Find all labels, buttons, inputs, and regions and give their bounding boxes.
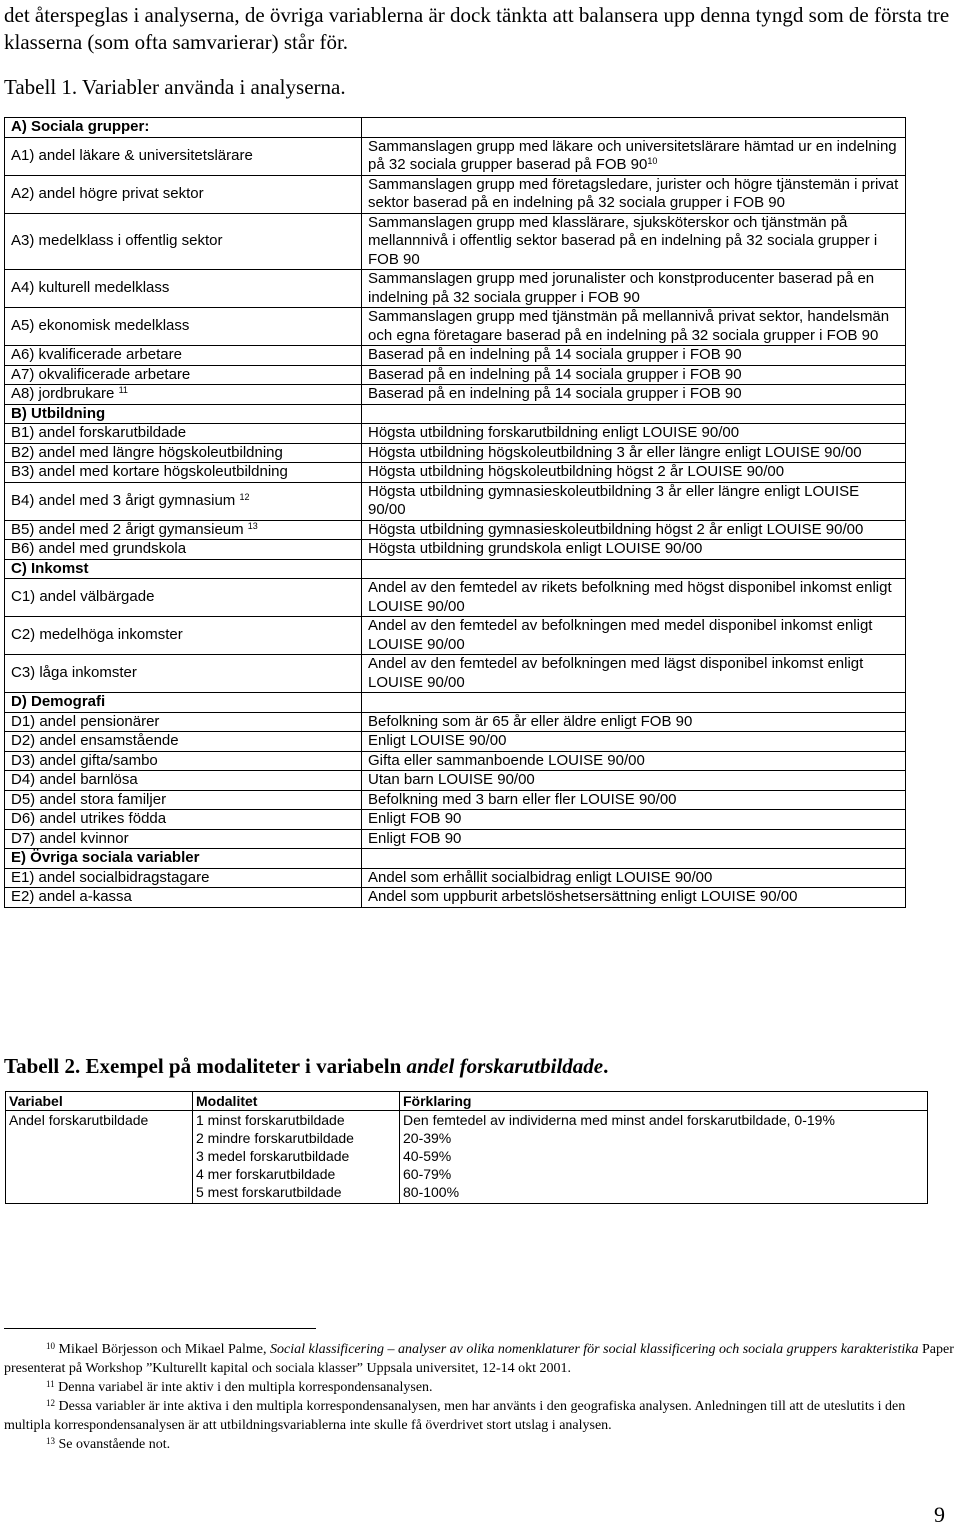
variable-cell xyxy=(6,1165,193,1183)
footnote-13: $^{13}$ Se ovanstående not. xyxy=(46,1436,171,1452)
footnote-11: $^{11}$ Denna variabel är inte aktiv i den multipla korrespondensanalysen. xyxy=(46,1379,433,1395)
variable-cell xyxy=(6,1183,193,1204)
table-row xyxy=(5,213,906,270)
variable-description: Utan barn LOUISE 90/00 xyxy=(362,771,906,791)
empty-cell xyxy=(362,849,906,869)
table-row xyxy=(5,617,906,655)
section-e-header-row xyxy=(5,849,906,869)
table-row xyxy=(5,810,906,830)
variable-description: Gifta eller sammanboende LOUISE 90/00 xyxy=(362,751,906,771)
variable-label: D3) andel gifta/sambo xyxy=(5,751,362,771)
variable-description: Baserad på en indelning på 14 sociala grupper i FOB 90 xyxy=(362,365,906,385)
section-b-header-row xyxy=(5,404,906,424)
variable-description: Befolkning med 3 barn eller fler LOUISE 90/00 xyxy=(362,790,906,810)
variable-description: Sammanslagen grupp med tjänstmän på mellannivå privat sektor, handelsmän och egna företagare baserad på en indelning på 32 sociala grupper i FOB 90 xyxy=(362,308,906,346)
table-row xyxy=(5,463,906,483)
variable-label: C3) låga inkomster xyxy=(5,655,362,693)
table-row xyxy=(5,137,906,175)
variable-label: D5) andel stora familjer xyxy=(5,790,362,810)
variable-label: C2) medelhöga inkomster xyxy=(5,617,362,655)
variable-label: E1) andel socialbidragstagare xyxy=(5,868,362,888)
table-row xyxy=(6,1165,928,1183)
variable-cell xyxy=(6,1129,193,1147)
variable-description: Andel av den femtedel av befolkningen med lägst disponibel inkomst enligt LOUISE 90/00 xyxy=(362,655,906,693)
variable-description: Högsta utbildning gymnasieskoleutbildning 3 år eller längre enligt LOUISE 90/00 xyxy=(362,482,906,520)
section-c-header: C) Inkomst xyxy=(5,559,362,579)
variable-label: D4) andel barnlösa xyxy=(5,771,362,791)
variable-label: B6) andel med grundskola xyxy=(5,540,362,560)
column-header: Förklaring xyxy=(400,1092,928,1111)
variable-description: Högsta utbildning forskarutbildning enligt LOUISE 90/00 xyxy=(362,424,906,444)
modality-cell: 1 minst forskarutbildade xyxy=(193,1111,400,1130)
variable-label: A3) medelklass i offentlig sektor xyxy=(5,213,362,270)
modality-cell: 3 medel forskarutbildade xyxy=(193,1147,400,1165)
empty-cell xyxy=(362,118,906,138)
variables-table xyxy=(4,117,906,908)
footnote-ref: 13 xyxy=(247,520,258,531)
variable-description: Sammanslagen grupp med läkare och universitetslärare hämtad ur en indelning på 32 sociala grupper baserad på FOB $90^{10}$ xyxy=(362,137,906,175)
section-c-header-row xyxy=(5,559,906,579)
variable-label: A7) okvalificerade arbetare xyxy=(5,365,362,385)
table-row xyxy=(5,751,906,771)
variable-description: Andel som erhållit socialbidrag enligt LOUISE 90/00 xyxy=(362,868,906,888)
variable-description: Enligt FOB 90 xyxy=(362,829,906,849)
variable-description: Högsta utbildning högskoleutbildning högst 2 år LOUISE 90/00 xyxy=(362,463,906,483)
table2-title: Tabell 2. Exempel på modaliteter i variabeln andel forskarutbildade. xyxy=(4,1054,609,1078)
table-row xyxy=(5,482,906,520)
explanation-cell: Den femtedel av individerna med minst andel forskarutbildade, 0-19% xyxy=(400,1111,928,1130)
variable-description: Andel av den femtedel av rikets befolkning med högst disponibel inkomst enligt LOUISE 90/00 xyxy=(362,579,906,617)
table-row xyxy=(5,175,906,213)
explanation-cell: 80-100% xyxy=(400,1183,928,1204)
table-row xyxy=(5,365,906,385)
empty-cell xyxy=(362,693,906,713)
variable-label: D6) andel utrikes födda xyxy=(5,810,362,830)
variable-label: B4) andel med 3 årigt gymnasium $^{12}$ xyxy=(5,482,362,520)
variable-description: Högsta utbildning grundskola enligt LOUISE 90/00 xyxy=(362,540,906,560)
table-row xyxy=(5,868,906,888)
variable-label: C1) andel välbärgade xyxy=(5,579,362,617)
variable-label: D1) andel pensionärer xyxy=(5,712,362,732)
variable-description: Enligt FOB 90 xyxy=(362,810,906,830)
variable-label: D2) andel ensamstående xyxy=(5,732,362,752)
table-row xyxy=(6,1147,928,1165)
variable-label: A2) andel högre privat sektor xyxy=(5,175,362,213)
table-row xyxy=(5,771,906,791)
variable-label: E2) andel a-kassa xyxy=(5,888,362,908)
footnote-10: $^{10}$ Mikael Börjesson och Mikael Palme, Social klassificering – analyser av olika nomenklaturer för social klassificering och sociala gruppers karakteristika Paper presenterat på Workshop ”Kulturellt kapital och sociala klasser” Uppsala universitet, 12-14 okt 2001. xyxy=(4,1341,954,1376)
variable-description: Andel av den femtedel av befolkningen med medel disponibel inkomst enligt LOUISE 90/00 xyxy=(362,617,906,655)
variable-description: Sammanslagen grupp med företagsledare, jurister och högre tjänstemän i privat sektor baserad på en indelning på 32 sociala grupper i FOB 90 xyxy=(362,175,906,213)
section-a-header-row xyxy=(5,118,906,138)
variable-cell: Andel forskarutbildade xyxy=(6,1111,193,1130)
variable-label: B3) andel med kortare högskoleutbildning xyxy=(5,463,362,483)
variable-label: A8) jordbrukare $^{11}$ xyxy=(5,385,362,405)
variable-description: Baserad på en indelning på 14 sociala grupper i FOB 90 xyxy=(362,385,906,405)
footnote-12: $^{12}$ Dessa variabler är inte aktiva i den multipla korrespondensanalysen, men har använts i den geografiska analysen. Anledningen till att de uteslutits i den multipla korrespondensanalysen är att utbildningsvariablerna inte skulle få överdrivet stort utslag i analysen. xyxy=(4,1398,906,1433)
column-header: Modalitet xyxy=(193,1092,400,1111)
variable-description: Enligt LOUISE 90/00 xyxy=(362,732,906,752)
variable-description: Befolkning som är 65 år eller äldre enligt FOB 90 xyxy=(362,712,906,732)
table-row xyxy=(5,424,906,444)
modality-cell: 5 mest forskarutbildade xyxy=(193,1183,400,1204)
section-d-header-row xyxy=(5,693,906,713)
variable-label: A1) andel läkare & universitetslärare xyxy=(5,137,362,175)
intro-paragraph: det återspeglas i analyserna, de övriga variablerna är dock tänkta att balansera upp denna tyngd som de första tre klasserna (som ofta samvarierar) står för. xyxy=(4,3,950,54)
footnote-ref: 12 xyxy=(239,491,250,502)
modality-table xyxy=(5,1091,928,1204)
table-row xyxy=(5,790,906,810)
variable-label: A6) kvalificerade arbetare xyxy=(5,346,362,366)
variable-description: Högsta utbildning högskoleutbildning 3 år eller längre enligt LOUISE 90/00 xyxy=(362,443,906,463)
table-row xyxy=(5,712,906,732)
page-number: 9 xyxy=(934,1502,945,1527)
variable-label: B2) andel med längre högskoleutbildning xyxy=(5,443,362,463)
variable-label: A4) kulturell medelklass xyxy=(5,270,362,308)
table1-title: Tabell 1. Variabler använda i analyserna. xyxy=(4,75,346,99)
variable-label: B5) andel med 2 årigt gymansieum $^{13}$ xyxy=(5,520,362,540)
variable-description: Högsta utbildning gymnasieskoleutbildning högst 2 år enligt LOUISE 90/00 xyxy=(362,520,906,540)
footnote-separator xyxy=(4,1328,316,1329)
table-row xyxy=(5,270,906,308)
table-row xyxy=(5,732,906,752)
variable-label: A5) ekonomisk medelklass xyxy=(5,308,362,346)
table-row xyxy=(6,1129,928,1147)
modality-cell: 2 mindre forskarutbildade xyxy=(193,1129,400,1147)
variable-description: Andel som uppburit arbetslöshetsersättning enligt LOUISE 90/00 xyxy=(362,888,906,908)
variable-label: B1) andel forskarutbildade xyxy=(5,424,362,444)
table-row xyxy=(5,829,906,849)
section-a-header: A) Sociala grupper: xyxy=(5,118,362,138)
explanation-cell: 60-79% xyxy=(400,1165,928,1183)
modality-cell: 4 mer forskarutbildade xyxy=(193,1165,400,1183)
table-row xyxy=(5,655,906,693)
section-e-header: E) Övriga sociala variabler xyxy=(5,849,362,869)
variable-cell xyxy=(6,1147,193,1165)
table-row xyxy=(5,346,906,366)
variable-label: D7) andel kvinnor xyxy=(5,829,362,849)
variable-description: Sammanslagen grupp med klasslärare, sjuksköterskor och tjänstmän på mellannnivå i offentlig sektor baserad på en indelning på 32 sociala grupper i FOB 90 xyxy=(362,213,906,270)
footnotes xyxy=(4,1340,954,1454)
empty-cell xyxy=(362,404,906,424)
table-row xyxy=(5,540,906,560)
empty-cell xyxy=(362,559,906,579)
table-row xyxy=(5,385,906,405)
footnote-ref: 11 xyxy=(118,385,128,395)
footnote-ref: 10 xyxy=(647,156,658,166)
section-d-header: D) Demografi xyxy=(5,693,362,713)
table-row xyxy=(5,579,906,617)
table-row xyxy=(5,308,906,346)
column-header: Variabel xyxy=(6,1092,193,1111)
table-row xyxy=(5,520,906,540)
section-b-header: B) Utbildning xyxy=(5,404,362,424)
table-row xyxy=(6,1183,928,1204)
table-row xyxy=(5,443,906,463)
explanation-cell: 20-39% xyxy=(400,1129,928,1147)
table-row xyxy=(5,888,906,908)
table-row xyxy=(6,1111,928,1130)
variable-description: Baserad på en indelning på 14 sociala grupper i FOB 90 xyxy=(362,346,906,366)
table-header-row xyxy=(6,1092,928,1111)
variable-description: Sammanslagen grupp med jorunalister och konstproducenter baserad på en indelning på 32 sociala grupper i FOB 90 xyxy=(362,270,906,308)
explanation-cell: 40-59% xyxy=(400,1147,928,1165)
